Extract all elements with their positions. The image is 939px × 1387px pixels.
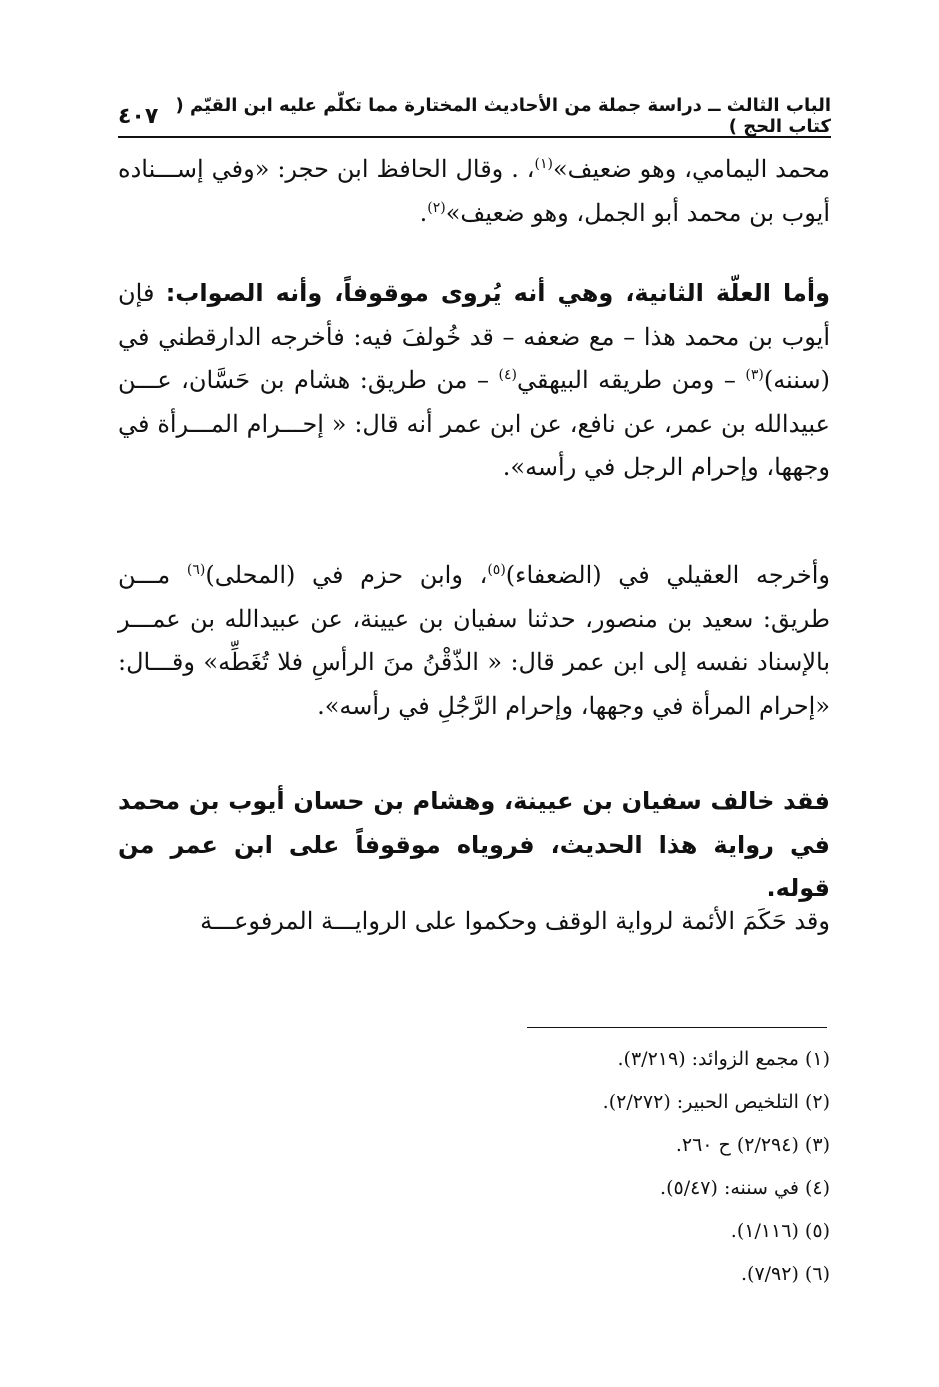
footnote-separator [527,1027,827,1028]
paragraph-4-conclusion: فقد خالف سفيان بن عيينة، وهشام بن حسان أيوب بن محمد في رواية هذا الحديث، فروياه موقوفاً على ابن عمر من قوله. [118,787,830,902]
footnote-1: (١) مجمع الزوائد: (٣/٢١٩). [617,1048,830,1070]
paragraph-5: وقد حَكَمَ الأئمة لرواية الوقف وحكموا على الروايـــة المرفوعـــة [200,907,830,935]
paragraph-3 [118,554,830,728]
paragraph-2 [118,272,830,490]
footnote-ref-6[interactable]: (٦) [186,562,206,578]
paragraph-2-text-b: – ومن طريقه البيهقي [516,366,746,394]
footnote-3: (٣) (٢/٢٩٤) ح ٢٦٠. [675,1134,830,1156]
footnote-2: (٢) التلخيص الحبير: (٢/٢٧٢). [602,1091,830,1113]
header-title: الباب الثالث ــ دراسة جملة من الأحاديث المختارة مما تكلّم عليه ابن القيّم ( كتاب الحج ) [175,95,831,137]
footnote-ref-3[interactable]: (٣) [745,367,764,383]
paragraph-1-text-a: محمد اليمامي، وهو ضعيف» [552,155,831,183]
footnote-6: (٦) (٧/٩٢). [741,1263,830,1285]
footnote-ref-2[interactable]: (٢) [427,199,446,216]
paragraph-1 [118,148,830,235]
footnote-ref-1[interactable]: (١) [534,156,553,172]
page-number: ٤٠٧ [118,103,159,129]
paragraph-1-text-b: ، . وقال الحافظ ابن حجر: «وفي إســـناده أيوب بن محمد أبو الجمل، وهو ضعيف» [118,155,830,227]
footnote-ref-4[interactable]: (٤) [498,367,517,383]
footnote-4: (٤) في سننه: (٥/٤٧). [660,1177,830,1199]
paragraph-2-text-c: – من طريق: هشام بن حَسَّان، عـــن عبيدالله بن عمر، عن نافع، عن ابن عمر أنه قال: « إحـــرام المـــرأة في وجهها، وإحرام الرجل في رأسه». [118,366,830,481]
paragraph-2-heading: وأما العلّة الثانية، وهي أنه يُروى موقوفاً، وأنه الصواب: [165,279,831,307]
footnotes [420,1038,830,1296]
paragraph-3-text-c: مـــن طريق: سعيد بن منصور، حدثنا سفيان بن عيينة، عن عبيدالله بن عمـــر بالإسناد نفسه إلى ابن عمر قال: « الذّقْنُ منَ الرأسِ فلا تُغَطِّه» وقـــال: «إحرام المرأة في وجهها، وإحرام الرَّجُلِ في رأسه». [118,561,830,720]
running-header [118,96,831,136]
footnote-5: (٥) (١/١١٦). [730,1220,830,1242]
paragraph-1-text-c: . [419,198,428,227]
footnote-ref-5[interactable]: (٥) [487,562,506,578]
paragraph-2-text-a: فإن أيوب بن محمد هذا – مع ضعفه – قد خُولفَ فيه: فأخرجه الدارقطني في (سننه) [118,279,831,394]
paragraph-3-text-b: ، وابن حزم في (المحلى) [205,561,488,589]
paragraph-3-text-a: وأخرجه العقيلي في (الضعفاء) [505,561,830,589]
header-rule [118,136,831,138]
